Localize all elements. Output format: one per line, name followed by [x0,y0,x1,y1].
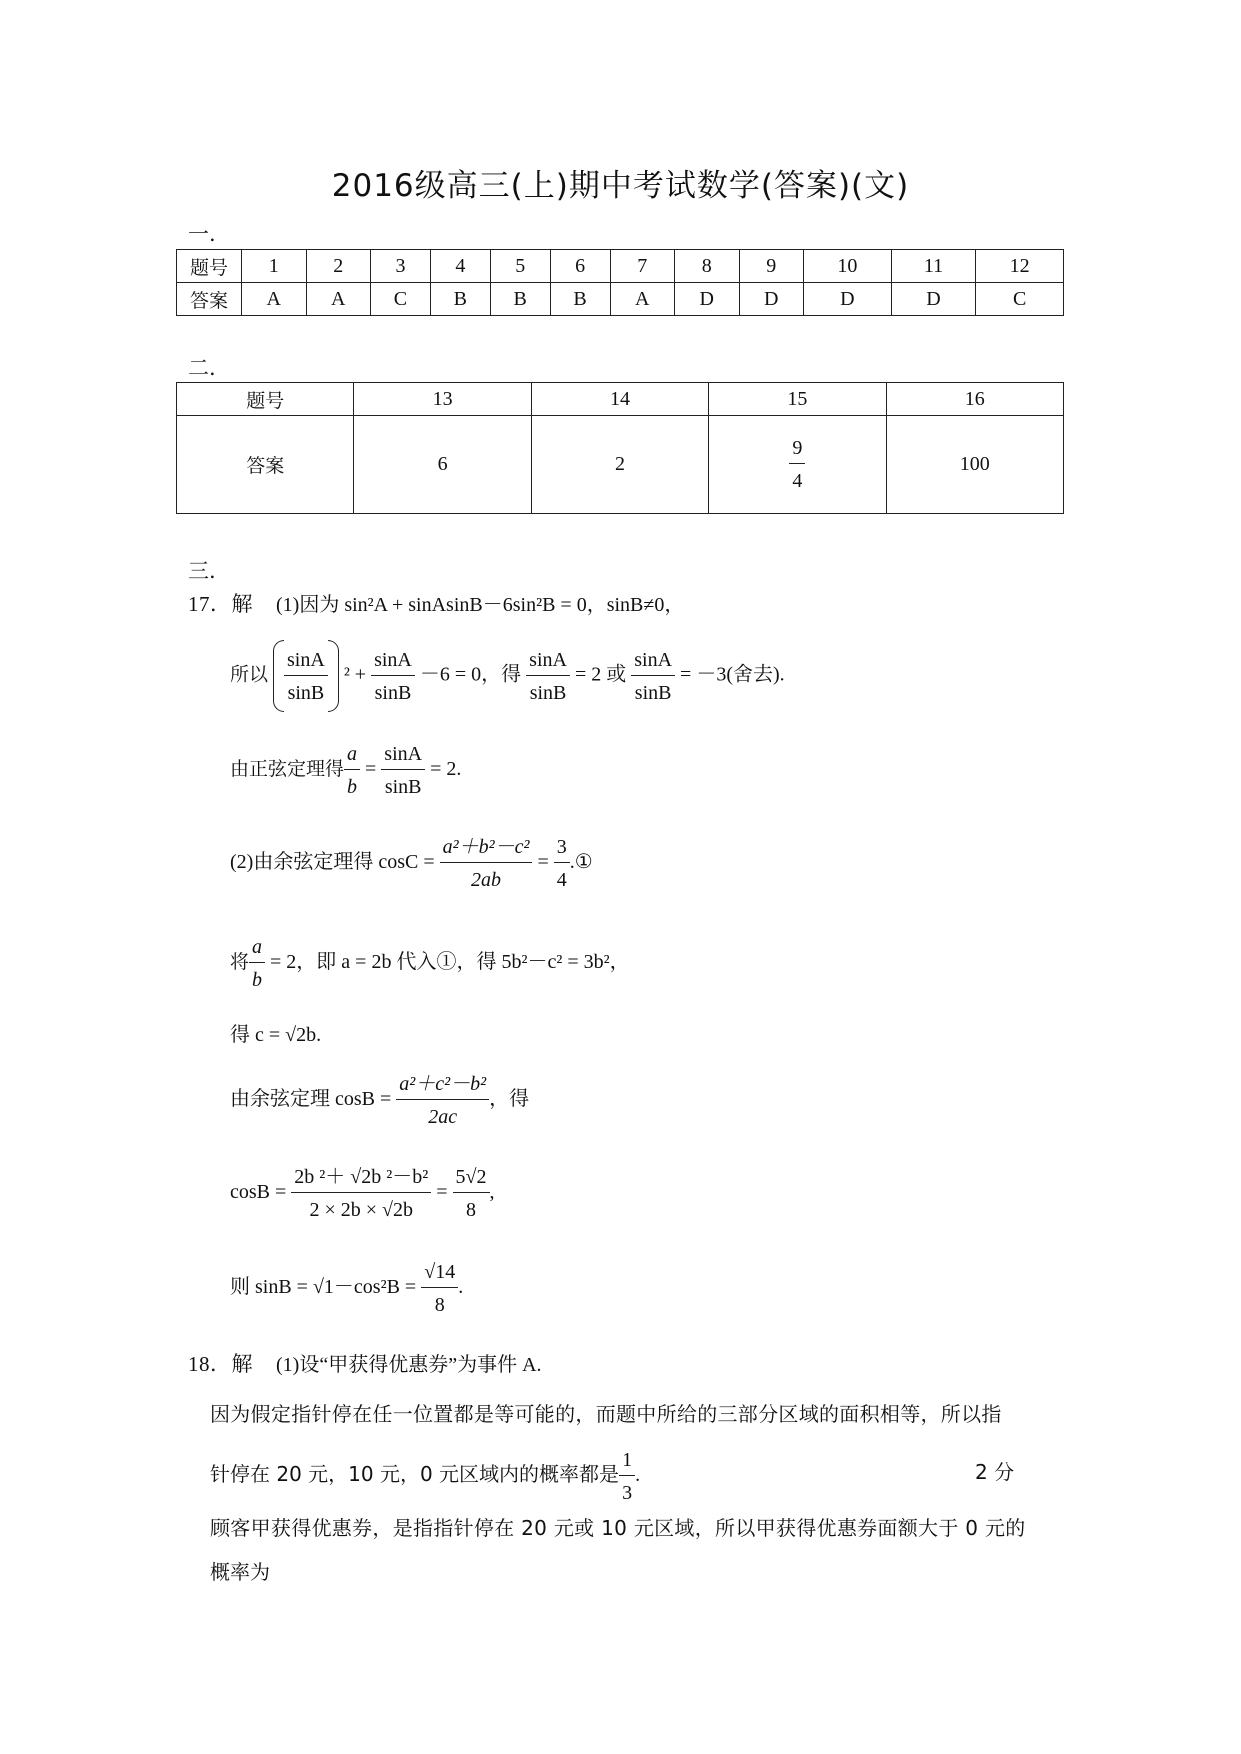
table-cell: 16 [886,383,1063,416]
fraction: $\frac{\text{a²＋c²－b²}}{2ac}$ [396,1072,489,1129]
table-cell [709,416,886,514]
table-cell: B [550,283,610,316]
fraction: $\frac{\sin A}{\sin B}$ [371,648,415,705]
q17-line-7: 由余弦定理 cosB = $\frac{\text{a²＋c²－b²}}{2ac}$ ，得 [230,1073,530,1128]
table-cell: 10 [804,250,892,283]
fraction: $\frac{1}{3}$ [619,1448,635,1505]
table-cell: A [306,283,371,316]
q17-line-3: 由正弦定理得 $\frac{a}{b}$ = $\frac{\sin A}{\sin B}$ = 2. [230,743,462,798]
table-row [177,250,1064,283]
table-cell: 3 [371,250,431,283]
fraction: $\frac{5√2}{8}$ [453,1165,490,1222]
section-two-label: 二. [188,356,216,380]
answer-table-two [176,382,1064,514]
table-cell: B [490,283,550,316]
table-cell: 11 [891,250,976,283]
q18-line-1: 18．解 (1)设“甲获得优惠券”为事件 A. [188,1352,542,1376]
table-cell: 9 [739,250,804,283]
table-cell: D [891,283,976,316]
table-cell: 15 [709,383,886,416]
q18-line-5: 概率为 [210,1560,270,1584]
fraction: $\frac{\sin A}{\sin B}$ [381,742,425,799]
q17-line-5: 将 $\frac{a}{b}$ = 2，即 a = 2b 代入①，得 5b²－c² = 3b²， [230,936,630,991]
table-cell: C [976,283,1064,316]
q17-line-8: cosB = $\frac{\text{2b ²＋ √2b ²－b²}}{2 \times 2b \times √2b}$ = $\frac{5√2}{8}$ , [230,1166,495,1221]
table-cell: 13 [354,383,531,416]
table-cell: 6 [354,416,531,514]
section-one-label: 一. [188,222,216,246]
q18-line-3: 针停在 20 元，10 元，0 元区域内的概率都是 $\frac{1}{3}$ . [210,1449,641,1504]
table-cell: 12 [976,250,1064,283]
row-header: 题号 [177,383,354,416]
fraction: $\frac{9}{4}$ [789,436,805,493]
table-cell: C [371,283,431,316]
table-cell: 6 [550,250,610,283]
fraction: $\frac{a}{b}$ [344,742,360,799]
table-cell: 4 [430,250,490,283]
q17-line-1: 17．解 (1)因为 sin²A + sinAsinB－6sin²B = 0，sinB≠0， [188,592,685,616]
section-three-label: 三. [188,559,216,583]
table-cell: D [804,283,892,316]
q17-line-2: 所以 $\frac{\sin A}{\sin B}$ ² + $\frac{\sin A}{\sin B}$ －6 = 0，得 $\frac{\sin A}{\sin B}$ = 2 或 $\frac{\sin A}{\sin B}$ = －3(舍去). [230,640,785,712]
table-cell: 1 [242,250,307,283]
fraction: $\frac{\sin A}{\sin B}$ [526,648,570,705]
table-cell: A [242,283,307,316]
table-cell: B [430,283,490,316]
row-header: 题号 [177,250,242,283]
table-row [177,283,1064,316]
page-title: 2016级高三(上)期中考试数学(答案)(文) [331,168,910,204]
table-cell: 2 [531,416,708,514]
fraction: $\frac{\text{a²＋b²－c²}}{2ab}$ [440,835,533,892]
table-row [177,383,1064,416]
bracket-right [328,640,339,712]
table-cell: D [739,283,804,316]
table-cell: 2 [306,250,371,283]
table-cell: 8 [675,250,740,283]
fraction: $\frac{\sin A}{\sin B}$ [631,648,675,705]
q18-line-2: 因为假定指针停在任一位置都是等可能的，而题中所给的三部分区域的面积相等，所以指 [210,1402,1002,1426]
score-label: 2 分 [975,1460,1015,1484]
q18-head: 18．解 [188,1352,253,1376]
q17-line-4: (2)由余弦定理得 cosC = $\frac{\text{a²＋b²－c²}}{2ab}$ = $\frac{3}{4}$ .① [230,836,593,891]
q17-head: 17．解 [188,592,253,616]
table-cell: 100 [886,416,1063,514]
fraction: $\frac{3}{4}$ [554,835,570,892]
fraction: $\frac{\sin A}{\sin B}$ [284,648,328,705]
bracket-left [273,640,284,712]
table-cell: D [675,283,740,316]
table-cell: 7 [610,250,675,283]
fraction: $\frac{√14}{8}$ [421,1260,458,1317]
table-cell: 14 [531,383,708,416]
q17-line-6: 得 c = √2b. [230,1024,322,1046]
q18-line-4: 顾客甲获得优惠券，是指指针停在 20 元或 10 元区域，所以甲获得优惠券面额大于 0 元的 [210,1516,1026,1540]
fraction: $\frac{a}{b}$ [249,935,265,992]
q17-line-9: 则 sinB = √1－cos²B = $\frac{√14}{8}$ . [230,1261,464,1316]
row-header: 答案 [177,283,242,316]
row-header: 答案 [177,416,354,514]
fraction: $\frac{\text{2b ²＋ √2b ²－b²}}{2 \times 2b \times √2b}$ [291,1165,431,1222]
table-cell: 5 [490,250,550,283]
answer-table-one [176,249,1064,316]
table-row [177,416,1064,514]
table-cell: A [610,283,675,316]
